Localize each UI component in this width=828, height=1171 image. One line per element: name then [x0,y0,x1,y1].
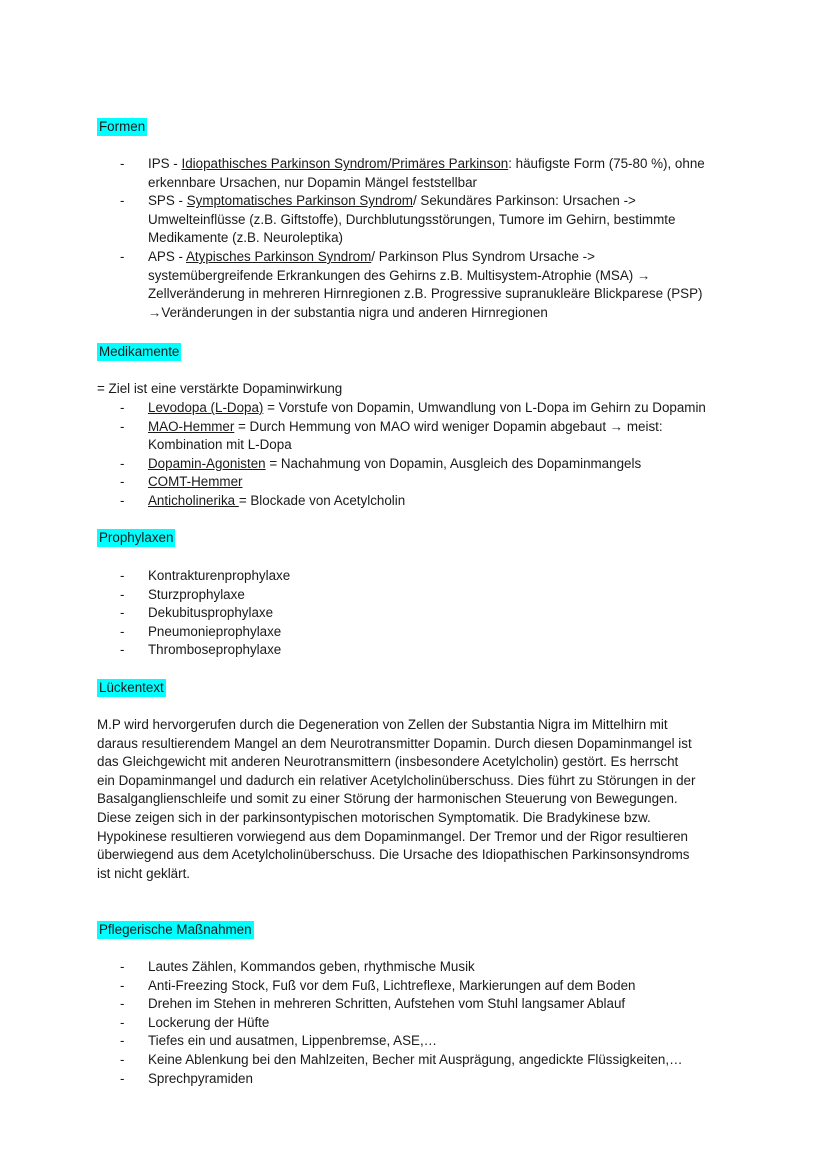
paragraph-line: ein Dopaminmangel und dadurch ein relativer Acetylcholinüberschuss. Dies führt zu Störungen in der [97,772,696,788]
bullet-dash: - [120,248,125,264]
list-item: - Levodopa (L-Dopa) = Vorstufe von Dopamin, Umwandlung von L-Dopa im Gehirn zu Dopamin [120,399,740,418]
bullet-dash: - [120,605,125,621]
term: Symptomatisches Parkinson Syndrom [186,193,413,209]
bullet-dash: - [120,418,125,434]
bullet-dash: - [120,642,125,658]
bullet-dash: - [120,959,125,974]
prophylaxen-list [120,567,740,660]
bullet-dash: - [120,623,125,639]
paragraph-line: Basalganglienschleife und somit zu einer Störung der harmonischen Steuerung von Bewegungen. [97,791,678,807]
paragraph-line: daraus resultierendem Mangel an dem Neurotransmitter Dopamin. Durch diesen Dopaminmangel ist [97,735,692,751]
heading-lueckentext: Lückentext [99,680,164,695]
bullet-dash: - [120,1070,125,1086]
term: Idiopathisches Parkinson Syndrom/Primäres Parkinson [181,156,509,171]
list-item: - Dekubitusprophylaxe [120,604,740,623]
formen-list [120,155,740,322]
term: Levodopa (L-Dopa) [148,400,264,415]
list-item: - Sturzprophylaxe [120,586,740,605]
list-item: - SPS - Symptomatisches Parkinson Syndrom/ Sekundäres Parkinson: Ursachen -> Umwelteinflüsse (z.B. Giftstoffe), Durchblutungsstörungen, Tumore im Gehirn, bestimmte Medikamente (z.B. Neuroleptika) [120,193,676,246]
bullet-dash: - [120,1014,125,1030]
paragraph-line: M.P wird hervorgerufen durch die Degeneration von Zellen der Substantia Nigra im Mittelhirn mit [97,717,668,732]
heading-medikamente: Medikamente [99,344,180,359]
list-item: - IPS - Idiopathisches Parkinson Syndrom/Primäres Parkinson: häufigste Form (75-80 %), ohne erkennbare Ursachen, nur Dopamin Mängel feststellbar [120,156,705,190]
term: COMT-Hemmer [148,474,243,490]
list-item: - Dopamin-Agonisten = Nachahmung von Dopamin, Ausgleich des Dopaminmangels [120,455,740,474]
list-item: - MAO-Hemmer = Durch Hemmung von MAO wird weniger Dopamin abgebaut → meist: Kombination mit L-Dopa [120,418,663,453]
paragraph-line: das Gleichgewicht mit anderen Neurotransmittern (insbesondere Acetylcholin) gestört. Es herrscht [97,754,679,770]
list-item: - APS - Atypisches Parkinson Syndrom/ Parkinson Plus Syndrom Ursache -> systemübergreifende Erkrankungen des Gehirns z.B. Multisystem-Atrophie (MSA) → Zellveränderung in mehreren Hirnregionen z.B. Progressive supranukleäre Blickparese (PSP) →Veränderungen in der substantia nigra und anderen Hirnregionen [120,248,703,320]
term: Atypisches Parkinson Syndrom [185,248,372,264]
heading-pflege: Pflegerische Maßnahmen [99,922,252,937]
pflege-list [120,958,760,1088]
bullet-dash: - [120,568,125,583]
list-item: - Thromboseprophylaxe [120,641,740,660]
bullet-dash: - [120,996,125,1012]
list-item: - Anti-Freezing Stock, Fuß vor dem Fuß, Lichtreflexe, Markierungen auf dem Boden [120,977,760,996]
list-item: - Kontrakturenprophylaxe [120,567,740,586]
list-item: - Drehen im Stehen in mehreren Schritten, Aufstehen vom Stuhl langsamer Ablauf [120,995,760,1014]
bullet-dash: - [120,193,125,209]
list-item: - Tiefes ein und ausatmen, Lippenbremse, ASE,… [120,1032,760,1051]
term: Anticholinerika [148,492,239,508]
lueckentext-paragraph [97,716,737,883]
bullet-dash: - [120,474,125,490]
heading-prophylaxen: Prophylaxen [99,530,174,545]
bullet-dash: - [120,586,125,602]
list-item: - Pneumonieprophylaxe [120,623,740,642]
list-item: - Sprechpyramiden [120,1070,760,1089]
bullet-dash: - [120,400,125,415]
medikamente-list [120,399,740,511]
paragraph-line: Diese zeigen sich in der parkinsontypischen motorischen Symptomatik. Die Bradykinese bzw. [97,809,651,825]
paragraph-line: Hypokinese resultieren vorwiegend aus dem Dopaminmangel. Der Tremor und der Rigor resultieren [97,828,688,844]
term: Dopamin-Agonisten [148,455,266,471]
bullet-dash: - [120,455,125,471]
list-item [120,473,740,492]
medikamente-intro: = Ziel ist eine verstärkte Dopaminwirkung [97,381,343,396]
bullet-dash: - [120,977,125,993]
list-item: - Keine Ablenkung bei den Mahlzeiten, Becher mit Ausprägung, angedickte Flüssigkeiten,… [120,1051,760,1070]
bullet-dash: - [120,492,125,508]
paragraph-line: überwiegend aus dem Acetylcholinüberschuss. Die Ursache des Idiopathischen Parkinsonsyndroms [97,847,690,863]
term: MAO-Hemmer [148,418,235,434]
heading-formen: Formen [99,119,146,134]
bullet-dash: - [120,1033,125,1049]
list-item: - Lautes Zählen, Kommandos geben, rhythmische Musik [120,958,760,977]
list-item: - Lockerung der Hüfte [120,1014,760,1033]
list-item: - Anticholinerika = Blockade von Acetylcholin [120,492,740,511]
bullet-dash: - [120,156,125,171]
paragraph-line: ist nicht geklärt. [97,865,191,881]
bullet-dash: - [120,1051,125,1067]
